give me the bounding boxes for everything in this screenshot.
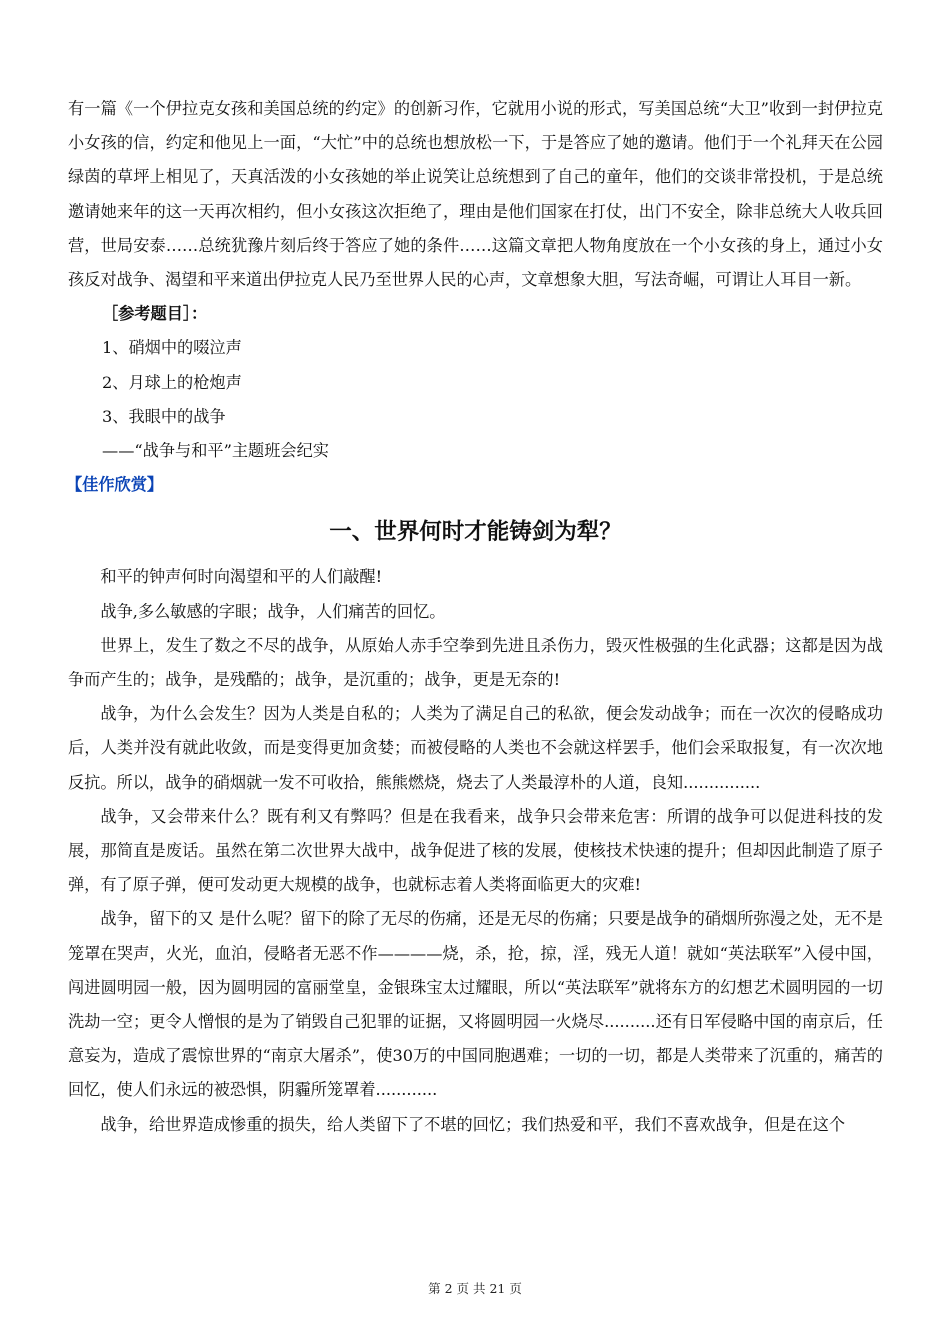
intro-paragraph: 有一篇《一个伊拉克女孩和美国总统的约定》的创新习作，它就用小说的形式，写美国总统“大卫”收到一封伊拉克小女孩的信，约定和他见上一面，“大忙”中的总统也想放松一下，于是答应了她的邀请。他们于一个礼拜天在公园绿茵的草坪上相见了，天真活泼的小女孩她的举止说笑让总统想到了自己的童年，他们的交谈非常投机，于是总统邀请她来年的这一天再次相约，但小女孩这次拒绝了，理由是他们国家在打仗，出门不安全，除非总统大人收兵回营，世局安泰……总统犹豫片刻后终于答应了她的条件……这篇文章把人物角度放在一个小女孩的身上，通过小女孩反对战争、渴望和平来道出伊拉克人民乃至世界人民的心声，文章想象大胆，写法奇崛，可谓让人耳目一新。 xyxy=(68,99,883,290)
essay-paragraph: 战争，留下的又 是什么呢？留下的除了无尽的伤痛，还是无尽的伤痛；只要是战争的硝烟所弥漫之处，无不是笼罩在哭声，火光，血泊，侵略者无恶不作————烧，杀，抢，掠，淫，残无人道！就如“英法联军”入侵中国，闯进圆明园一般，因为圆明园的富丽堂皇，金银珠宝太过耀眼，所以“英法联军”就将东方的幻想艺术圆明园的一切洗劫一空；更令人憎恨的是为了销毁自己犯罪的证据，又将圆明园一火烧尽..........还有日军侵略中国的南京后，任意妄为，造成了震惊世界的“南京大屠杀”，使30万的中国同胞遇难；一切的一切，都是人类带来了沉重的，痛苦的回忆，使人们永远的被恐惧，阴霾所笼罩着............ xyxy=(68,909,883,1100)
essay-title: 一、世界何时才能铸剑为犁？ xyxy=(329,519,622,546)
essay-paragraph: 世界上，发生了数之不尽的战争，从原始人赤手空拳到先进且杀伤力，毁灭性极强的生化武器；这都是因为战争而产生的；战争，是残酷的；战争，是沉重的；战争，更是无奈的! xyxy=(68,635,883,690)
essay-paragraph: 和平的钟声何时向渴望和平的人们敲醒! xyxy=(100,567,383,587)
essay-paragraph: 战争，又会带来什么？既有利又有弊吗？但是在我看来，战争只会带来危害：所谓的战争可以促进科技的发展，那简直是废话。虽然在第二次世界大战中，战争促进了核的发展，使核技术快速的提升；但却因此制造了原子弹，有了原子弹，便可发动更大规模的战争，也就标志着人类将面临更大的灾难! xyxy=(68,806,883,895)
reference-item: 3、我眼中的战争 xyxy=(102,406,226,426)
essay-paragraph: 战争,多么敏感的字眼；战争，人们痛苦的回忆。 xyxy=(100,601,446,621)
page-footer: 第 2 页 共 21 页 xyxy=(428,1281,522,1296)
reference-item: 2、月球上的枪炮声 xyxy=(102,372,242,392)
section-tag: 【佳作欣赏】 xyxy=(66,475,164,495)
reference-subtitle: ——“战争与和平”主题班会纪实 xyxy=(102,441,329,461)
reference-heading: ［参考题目］： xyxy=(102,304,208,324)
essay-paragraph: 战争，给世界造成惨重的损失，给人类留下了不堪的回忆；我们热爱和平，我们不喜欢战争，但是在这个 xyxy=(100,1114,846,1134)
document-page xyxy=(68,92,883,1142)
reference-item: 1、硝烟中的啜泣声 xyxy=(102,338,242,358)
essay-paragraph: 战争，为什么会发生？因为人类是自私的；人类为了满足自己的私欲，便会发动战争；而在一次次的侵略成功后，人类并没有就此收敛，而是变得更加贪婪；而被侵略的人类也不会就这样罢手，他们会采取报复，有一次次地反抗。所以，战争的硝烟就一发不可收拾，熊熊燃烧，烧去了人类最淳朴的人道，良知............... xyxy=(68,704,883,792)
